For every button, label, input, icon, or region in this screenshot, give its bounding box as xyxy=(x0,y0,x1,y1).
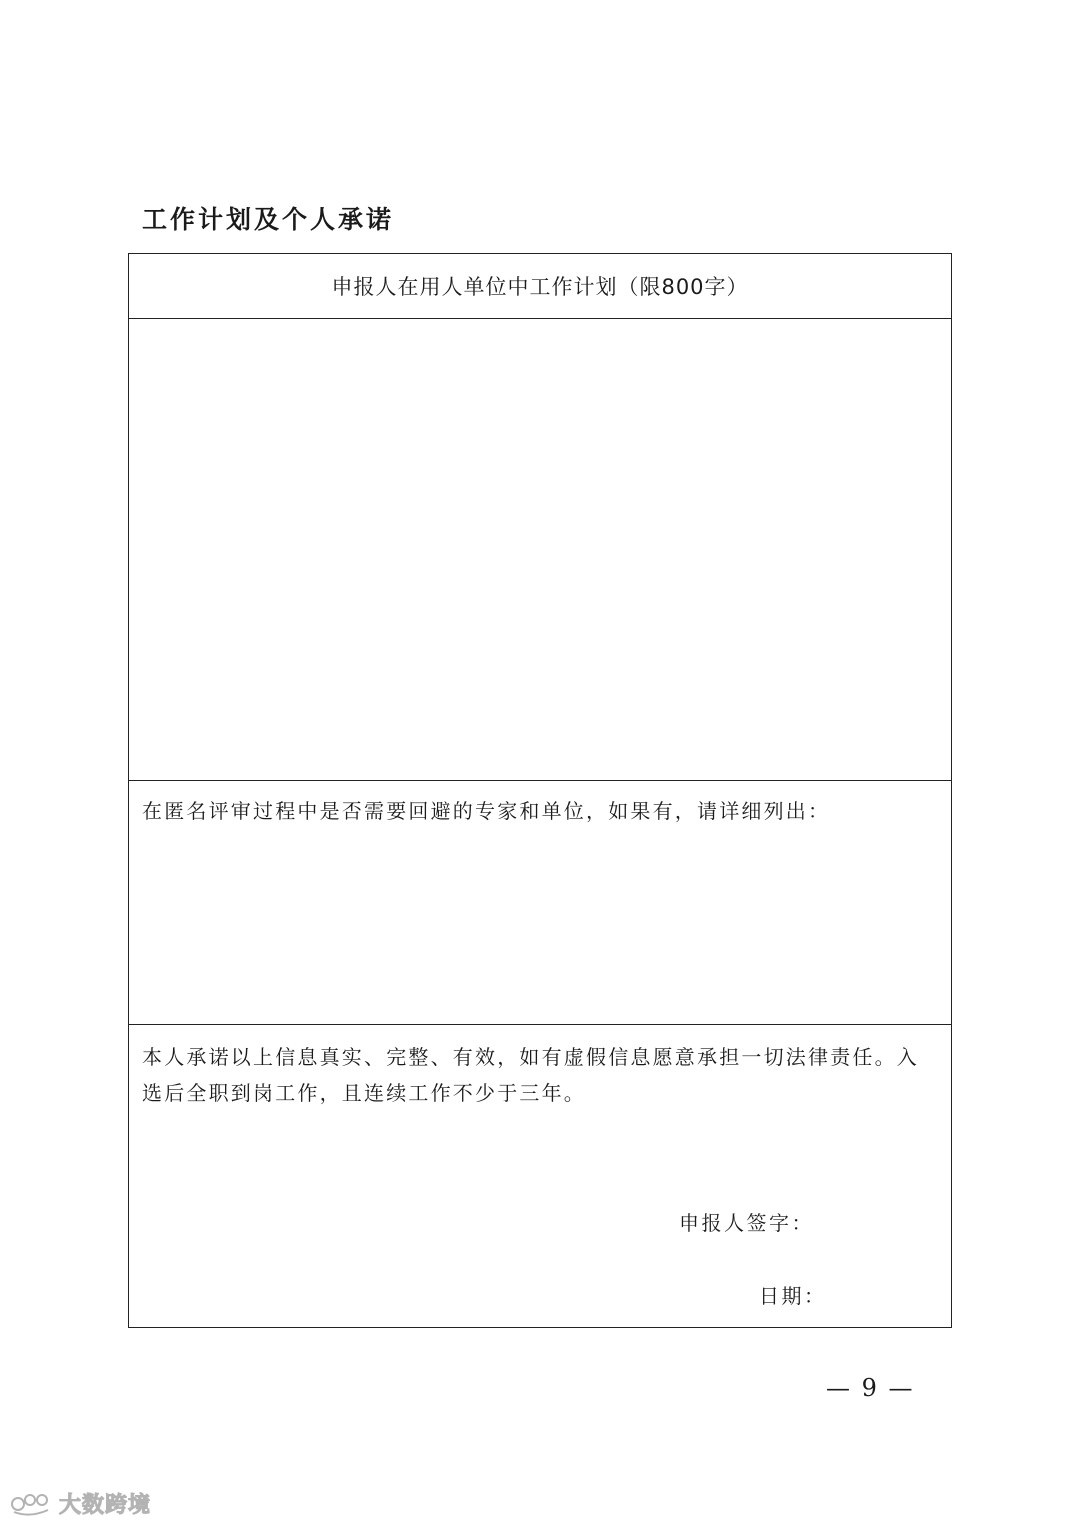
application-form-table xyxy=(128,253,952,1328)
page-number: — 9 — xyxy=(826,1374,915,1402)
section-title: 工作计划及个人承诺 xyxy=(142,205,395,234)
watermark-text: 大数跨境 xyxy=(59,1493,152,1518)
avoidance-field[interactable] xyxy=(129,781,951,1025)
avoidance-prompt: 在匿名评审过程中是否需要回避的专家和单位，如果有，请详细列出： xyxy=(142,799,831,823)
pledge-section xyxy=(129,1025,951,1327)
work-plan-field[interactable] xyxy=(129,319,951,781)
work-plan-header: 申报人在用人单位中工作计划（限800字） xyxy=(129,254,951,319)
watermark xyxy=(10,1488,151,1519)
pledge-text: 本人承诺以上信息真实、完整、有效，如有虚假信息愿意承担一切法律责任。入选后全职到岗工作，且连续工作不少于三年。 xyxy=(142,1045,919,1105)
watermark-logo-icon xyxy=(10,1490,54,1518)
signature-label: 申报人签字： xyxy=(679,1211,814,1235)
date-label: 日期： xyxy=(759,1284,827,1308)
